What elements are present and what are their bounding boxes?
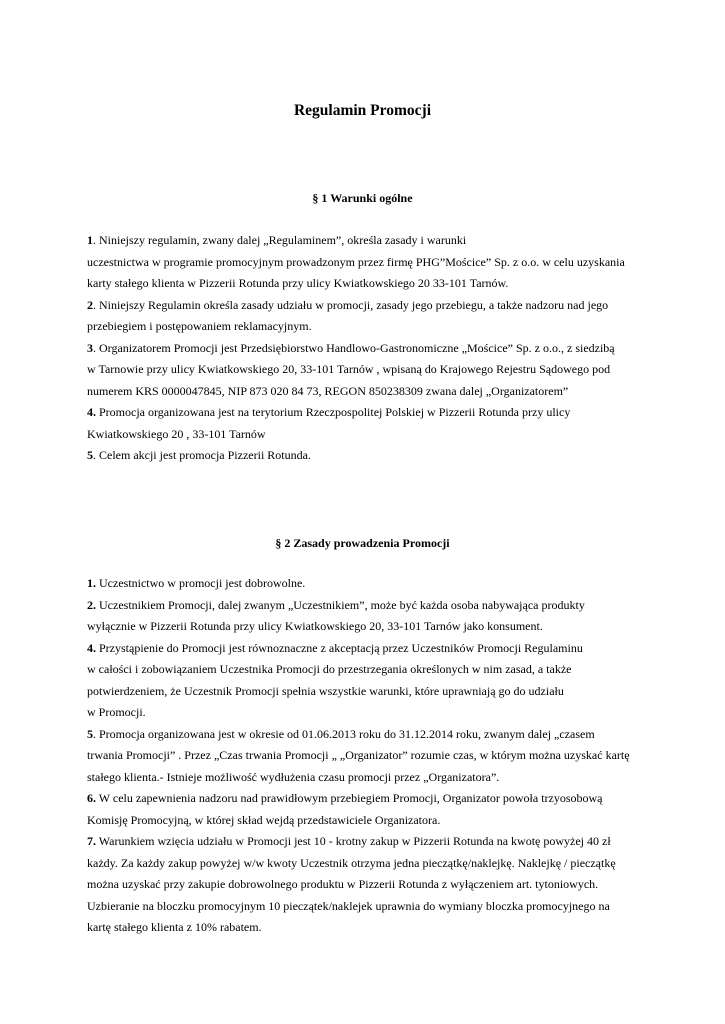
paragraph-line (87, 810, 647, 832)
section-2-heading: § 2 Zasady prowadzenia Promocji (275, 536, 450, 550)
section-1-heading: § 1 Warunki ogólne (312, 191, 413, 205)
line-text: Uczestnikiem Promocji, dalej zwanym „Uczestnikiem”, może być każda osoba nabywająca produkty (96, 597, 585, 612)
paragraph-line (87, 659, 647, 681)
line-text: . Promocja organizowana jest w okresie od 01.06.2013 roku do 31.12.2014 roku, zwanym dalej „czasem (93, 726, 595, 741)
paragraph-line (87, 724, 647, 746)
line-text: przebiegiem i postępowaniem reklamacyjnym. (87, 319, 312, 333)
line-text: karty stałego klienta w Pizzerii Rotunda przy ulicy Kwiatkowskiego 20 33-101 Tarnów. (87, 276, 509, 290)
line-text: kartę stałego klienta z 10% rabatem. (87, 920, 262, 934)
paragraph-line (87, 767, 647, 789)
paragraph-line (87, 573, 647, 595)
section-1-body (87, 230, 647, 467)
paragraph-line (87, 230, 647, 252)
point-number: 2 (87, 297, 93, 312)
line-text: Kwiatkowskiego 20 , 33-101 Tarnów (87, 426, 266, 441)
paragraph-line (87, 638, 647, 660)
point-number: 2. (87, 597, 96, 612)
paragraph-line (87, 917, 647, 939)
paragraph-line (87, 788, 647, 810)
paragraph-line (87, 381, 647, 403)
section-2-body (87, 573, 647, 939)
paragraph-line (87, 702, 647, 724)
point-number: 4. (87, 405, 96, 419)
paragraph-line (87, 273, 647, 295)
point-number: 6. (87, 791, 96, 805)
line-text: numerem KRS 0000047845, NIP 873 020 84 73, REGON 850238309 zwana dalej „Organizatorem” (87, 383, 569, 398)
line-text: Uczestnictwo w promocji jest dobrowolne. (96, 576, 306, 590)
line-text: trwania Promocji” . Przez „Czas trwania Promocji „ „Organizator” rozumie czas, w którym można uzyskać kartę (87, 748, 630, 762)
line-text: potwierdzeniem, że Uczestnik Promocji spełnia wszystkie warunki, które uprawniają go do udziału (87, 683, 564, 698)
point-number: 5 (87, 448, 93, 462)
paragraph-line (87, 745, 647, 767)
line-text: . Celem akcji jest promocja Pizzerii Rotunda. (93, 448, 311, 462)
paragraph-line (87, 874, 647, 896)
point-number: 3 (87, 340, 93, 355)
line-text: Promocja organizowana jest na terytorium Rzeczpospolitej Polskiej w Pizzerii Rotunda przy ulicy (96, 405, 571, 419)
paragraph-line (87, 295, 647, 317)
paragraph-line (87, 359, 647, 381)
line-text: w Tarnowie przy ulicy Kwiatkowskiego 20, 33-101 Tarnów , wpisaną do Krajowego Rejestru Sądowego pod (87, 362, 611, 376)
line-text: . Organizatorem Promocji jest Przedsiębiorstwo Handlowo-Gastronomiczne „Mościce” Sp. z o.o., z siedzibą (93, 340, 615, 355)
line-text: Przystąpienie do Promocji jest równoznaczne z akceptacją przez Uczestników Promocji Regulaminu (96, 640, 583, 655)
line-text: . Niniejszy Regulamin określa zasady udziału w promocji, zasady jego przebiegu, a także nadzoru nad jego (93, 297, 609, 312)
paragraph-line (87, 595, 647, 617)
line-text: wyłącznie w Pizzerii Rotunda przy ulicy Kwiatkowskiego 20, 33-101 Tarnów jako konsument. (87, 619, 543, 633)
paragraph-line (87, 338, 647, 360)
paragraph-line (87, 252, 647, 274)
line-text: Uzbieranie na bloczku promocyjnym 10 pieczątek/naklejek uprawnia do wymiany bloczka promocyjnego na (87, 898, 610, 913)
document-title: Regulamin Promocji (293, 102, 432, 119)
paragraph-line (87, 316, 647, 338)
line-text: w całości i zobowiązaniem Uczestnika Promocji do przestrzegania określonych w nim zasad, a także (87, 662, 572, 676)
point-number: 1 (87, 233, 93, 247)
paragraph-line (87, 681, 647, 703)
line-text: Komisję Promocyjną, w której skład wejdą przedstawiciele Organizatora. (87, 812, 441, 827)
paragraph-line (87, 424, 647, 446)
paragraph-line (87, 896, 647, 918)
line-text: można uzyskać przy zakupie dobrowolnego produktu w Pizzerii Rotunda z wyłączeniem art. tytoniowych. (87, 877, 599, 891)
point-number: 5 (87, 726, 93, 741)
line-text: w Promocji. (87, 705, 146, 719)
paragraph-line (87, 402, 647, 424)
point-number: 7. (87, 834, 96, 848)
paragraph-line (87, 616, 647, 638)
paragraph-line (87, 445, 647, 467)
paragraph-line (87, 853, 647, 875)
line-text: Warunkiem wzięcia udziału w Promocji jest 10 - krotny zakup w Pizzerii Rotunda na kwotę powyżej 40 zł (96, 834, 611, 848)
line-text: uczestnictwa w programie promocyjnym prowadzonym przez firmę PHG”Mościce” Sp. z o.o. w celu uzyskania (87, 254, 625, 269)
paragraph-line (87, 831, 647, 853)
point-number: 1. (87, 576, 96, 590)
point-number: 4. (87, 640, 96, 655)
line-text: . Niniejszy regulamin, zwany dalej „Regulaminem”, określa zasady i warunki (93, 233, 467, 247)
line-text: stałego klienta.- Istnieje możliwość wydłużenia czasu promocji przez „Organizatora”. (87, 769, 500, 784)
line-text: W celu zapewnienia nadzoru nad prawidłowym przebiegiem Promocji, Organizator powoła trzyosobową (96, 791, 603, 805)
line-text: każdy. Za każdy zakup powyżej w/w kwoty Uczestnik otrzyma jedna pieczątkę/naklejkę. Naklejkę / pieczątkę (87, 855, 616, 870)
